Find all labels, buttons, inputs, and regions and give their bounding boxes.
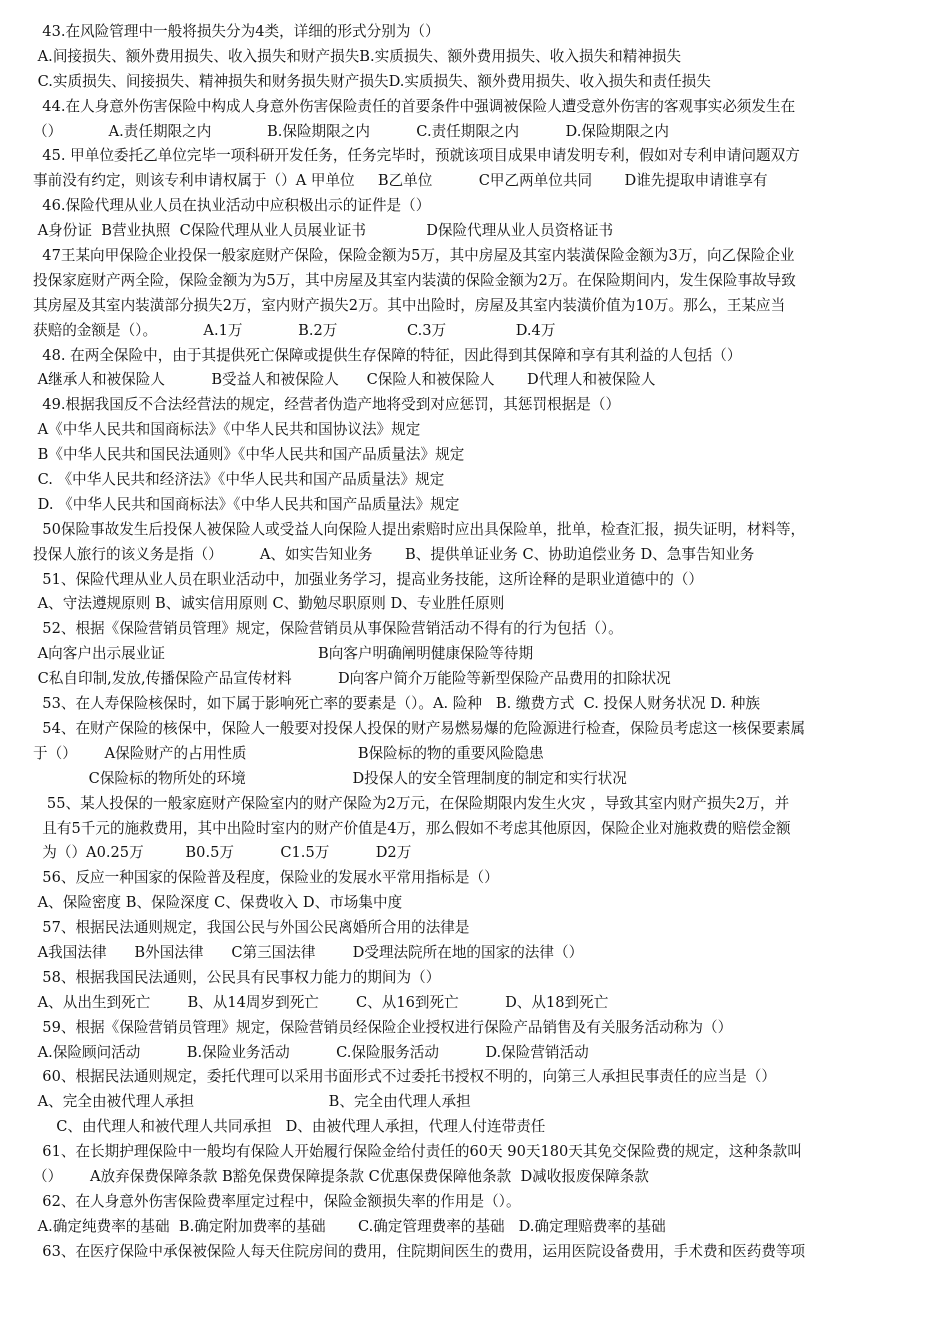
text-line: 59、根据《保险营销员管理》规定，保险营销员经保险企业授权进行保险产品销售及有关服务活动称为（） xyxy=(33,1018,733,1036)
text-line: 46.保险代理从业人员在执业活动中应积极出示的证件是（） xyxy=(33,197,431,215)
text-line: C.实质损失、间接损失、精神损失和财务损失财产损失D.实质损失、额外费用损失、收入损失和责任损失 xyxy=(33,72,711,90)
text-line: D. 《中华人民共和国商标法》《中华人民共和国产品质量法》规定 xyxy=(33,495,460,513)
text-line: 55、某人投保的一般家庭财产保险室内的财产保险为2万元，在保险期限内发生火灾 ，导致其室内财产损失2万，并 xyxy=(33,794,790,812)
text-line: A继承人和被保险人 B受益人和被保险人 C保险人和被保险人 D代理人和被保险人 xyxy=(33,371,656,389)
text-line: C. 《中华人民共和经济法》《中华人民共和国产品质量法》规定 xyxy=(33,471,445,489)
text-line: 为（）A0.25万 B0.5万 C1.5万 D2万 xyxy=(33,844,412,862)
text-line: B《中华人民共和国民法通则》《中华人民共和国产品质量法》规定 xyxy=(33,446,465,464)
text-line: A、守法遵规原则 B、诚实信用原则 C、勤勉尽职原则 D、专业胜任原则 xyxy=(33,595,505,613)
text-line: A.确定纯费率的基础 B.确定附加费率的基础 C.确定管理费率的基础 D.确定理赔费率的基础 xyxy=(33,1217,666,1235)
text-line: 50保险事故发生后投保人被保险人或受益人向保险人提出索赔时应出具保险单，批单，检查汇报，损失证明，材料等， xyxy=(33,520,806,538)
text-line: 56、反应一种国家的保险普及程度，保险业的发展水平常用指标是（） xyxy=(33,869,499,887)
text-line: 57、根据民法通则规定，我国公民与外国公民离婚所合用的法律是 xyxy=(33,919,470,937)
text-line: 于（） A保险财产的占用性质 B保险标的物的重要风险隐患 xyxy=(33,744,544,762)
text-line: 48. 在两全保险中，由于其提供死亡保障或提供生存保障的特征，因此得到其保障和享有其利益的人包括（） xyxy=(33,346,742,364)
text-line: 60、根据民法通则规定，委托代理可以采用书面形式不过委托书授权不明的，向第三人承担民事责任的应当是（） xyxy=(33,1068,776,1086)
document-text xyxy=(33,20,920,1265)
text-line: A《中华人民共和国商标法》《中华人民共和国协议法》规定 xyxy=(33,421,421,439)
text-line: C、由代理人和被代理人共同承担 D、由被代理人承担，代理人付连带责任 xyxy=(33,1118,546,1136)
text-line: （） A放弃保费保障条款 B豁免保费保障提条款 C优惠保费保障他条款 D减收报废保障条款 xyxy=(33,1167,649,1185)
text-line: 63、在医疗保险中承保被保险人每天住院房间的费用，住院期间医生的费用，运用医院设备费用，手术费和医药费等项 xyxy=(33,1242,806,1260)
text-line: A.保险顾问活动 B.保险业务活动 C.保险服务活动 D.保险营销活动 xyxy=(33,1043,589,1061)
text-line: A、保险密度 B、保险深度 C、保费收入 D、市场集中度 xyxy=(33,894,403,912)
text-line: A我国法律 B外国法律 C第三国法律 D受理法院所在地的国家的法律（） xyxy=(33,943,584,961)
text-line: 43.在风险管理中一般将损失分为4类，详细的形式分别为（） xyxy=(33,23,440,40)
text-line: 其房屋及其室内装潢部分损失2万，室内财产损失2万。其中出险时，房屋及其室内装潢价值为10万。那么，王某应当 xyxy=(33,296,786,314)
text-line: A、完全由被代理人承担 B、完全由代理人承担 xyxy=(33,1093,471,1111)
text-line: 61、在长期护理保险中一般均有保险人开始履行保险金给付责任的60天 90天180天其免交保险费的规定，这种条款叫 xyxy=(33,1143,802,1161)
text-line: A.间接损失、额外费用损失、收入损失和财产损失B.实质损失、额外费用损失、收入损失和精神损失 xyxy=(33,47,682,65)
text-line: 45. 甲单位委托乙单位完毕一项科研开发任务，任务完毕时，预就该项目成果申请发明专利，假如对专利申请问题双方 xyxy=(33,147,800,165)
text-line: 事前没有约定，则该专利申请权属于（）A 甲单位 B乙单位 C甲乙两单位共同 D谁先提取申请谁享有 xyxy=(33,172,768,190)
text-line: 58、根据我国民法通则，公民具有民事权力能力的期间为（） xyxy=(33,968,441,986)
text-line: 49.根据我国反不合法经营法的规定，经营者伪造产地将受到对应惩罚，其惩罚根据是（） xyxy=(33,396,621,414)
text-line: （） A.责任期限之内 B.保险期限之内 C.责任期限之内 D.保险期限之内 xyxy=(33,122,669,140)
text-line: A、从出生到死亡 B、从14周岁到死亡 C、从16到死亡 D、从18到死亡 xyxy=(33,993,609,1011)
text-line: 44.在人身意外伤害保险中构成人身意外伤害保险责任的首要条件中强调被保险人遭受意外伤害的客观事实必须发生在 xyxy=(33,97,796,115)
text-line: 投保家庭财产两全险，保险金额为为5万，其中房屋及其室内装潢的保险金额为2万。在保险期间内，发生保险事故导致 xyxy=(33,271,796,289)
text-line: 54、在财产保险的核保中，保险人一般要对投保人投保的财产易燃易爆的危险源进行检查，保险员考虑这一核保要素属 xyxy=(33,719,806,737)
text-line: 投保人旅行的该义务是指（） A、如实告知业务 B、提供单证业务 C、协助追偿业务 D、急事告知业务 xyxy=(33,545,755,563)
text-line: 62、在人身意外伤害保险费率厘定过程中，保险金额损失率的作用是（）。 xyxy=(33,1192,521,1210)
text-line: 51、保险代理从业人员在职业活动中，加强业务学习，提高业务技能，这所诠释的是职业道德中的（） xyxy=(33,570,703,588)
text-line: C私自印制,发放,传播保险产品宣传材料 D向客户简介万能险等新型保险产品费用的扣除状况 xyxy=(33,670,671,688)
text-line: 且有5千元的施救费用，其中出险时室内的财产价值是4万，那么假如不考虑其他原因，保险企业对施救费的赔偿金额 xyxy=(33,819,791,837)
text-line: 获赔的金额是（）。 A.1万 B.2万 C.3万 D.4万 xyxy=(33,321,556,339)
text-line: 47王某向甲保险企业投保一般家庭财产保险，保险金额为5万，其中房屋及其室内装潢保险金额为3万，向乙保险企业 xyxy=(33,247,795,265)
text-line: A身份证 B营业执照 C保险代理从业人员展业证书 D保险代理从业人员资格证书 xyxy=(33,222,614,240)
text-line: C保险标的物所处的环境 D投保人的安全管理制度的制定和实行状况 xyxy=(33,769,627,787)
text-line: 53、在人寿保险核保时，如下属于影响死亡率的要素是（）。A. 险种 B. 缴费方式 C. 投保人财务状况 D. 种族 xyxy=(33,695,760,713)
text-line: 52、根据《保险营销员管理》规定，保险营销员从事保险营销活动不得有的行为包括（）。 xyxy=(33,620,623,638)
text-line: A向客户出示展业证 B向客户明确阐明健康保险等待期 xyxy=(33,645,534,663)
